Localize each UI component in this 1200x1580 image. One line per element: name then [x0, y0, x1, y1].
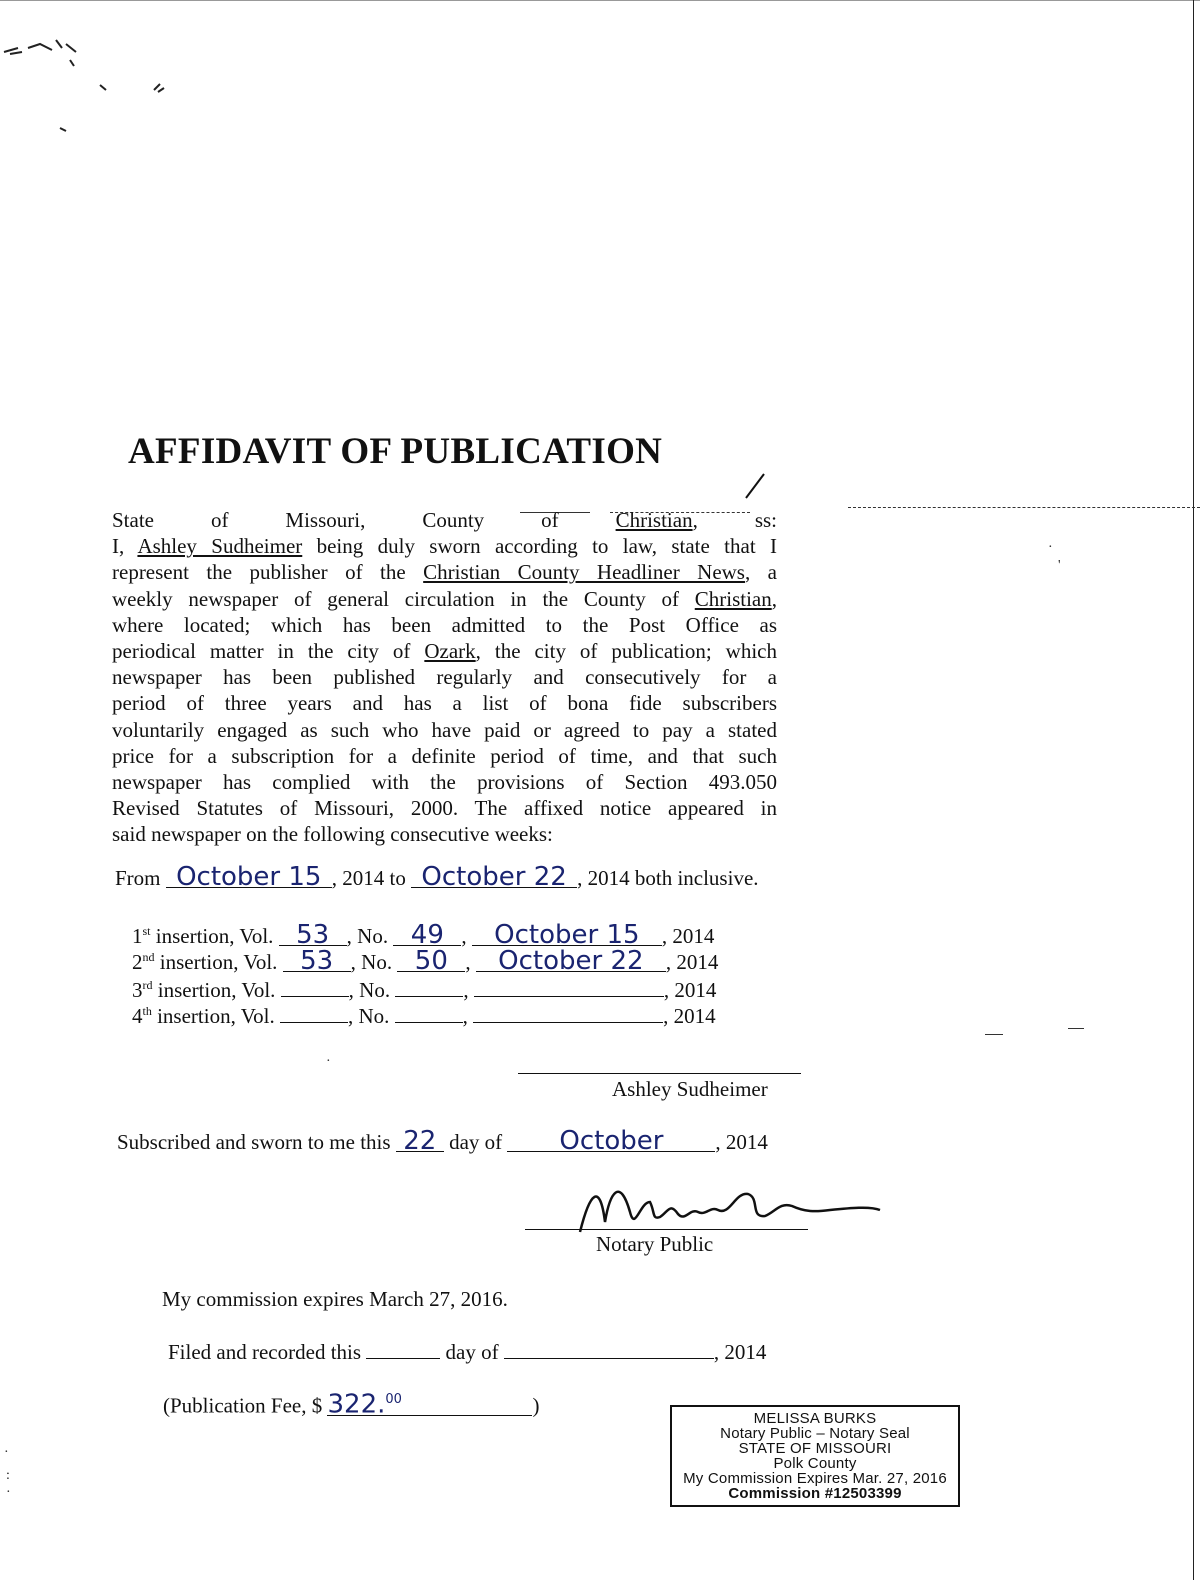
body-line: said newspaper on the following consecutive weeks:: [112, 822, 553, 847]
city-name: Ozark: [424, 639, 476, 664]
insertion-label: insertion, Vol.: [151, 1004, 280, 1028]
county-name: Christian: [694, 586, 772, 611]
number-label: , No.: [346, 924, 394, 948]
from-date: October 15: [166, 867, 332, 888]
body-line: [112, 559, 777, 585]
ordinal-suffix: th: [142, 1004, 152, 1018]
insertion-year: , 2014: [665, 950, 719, 974]
filed-prefix: Filed and recorded this: [168, 1340, 367, 1364]
number-label: , No.: [348, 1004, 395, 1028]
scan-speck: ': [1058, 558, 1061, 573]
body-line: voluntarily engaged as such who have paid or agreed to pay a stated: [112, 717, 777, 742]
insertion-number: 3: [132, 978, 143, 1002]
issue-number-value: [395, 976, 463, 997]
stamp-commission-number: Commission #12503399: [728, 1485, 902, 1502]
volume-value: [280, 1002, 348, 1023]
affidavit-body: [112, 507, 777, 848]
text-segment: I,: [112, 534, 138, 559]
scan-artifact: [150, 78, 170, 98]
sworn-year: , 2014: [715, 1130, 768, 1154]
insertion-date: [474, 976, 664, 997]
sworn-day: 22: [396, 1131, 444, 1152]
body-line: [112, 533, 777, 559]
to-date: October 22: [411, 867, 577, 888]
issue-number-value: [395, 1002, 463, 1023]
notary-seal-stamp: [670, 1405, 960, 1507]
volume-value: 53: [279, 925, 347, 946]
insertion-number: 4: [132, 1004, 143, 1028]
affiant-signature-name: Ashley Sudheimer: [612, 1077, 768, 1101]
text-segment: ,: [771, 586, 777, 611]
insertion-year: , 2014: [661, 924, 715, 948]
number-label: , No.: [350, 950, 398, 974]
body-line: price for a subscription for a definite period of time, and that such: [112, 743, 777, 768]
body-line: [112, 586, 777, 612]
scan-speck: ·: [4, 1445, 9, 1460]
fee-cents: 00: [385, 1392, 402, 1407]
text-segment: , ss:: [692, 508, 777, 532]
fee-amount-field: [327, 1389, 532, 1420]
scan-artifact: [0, 30, 110, 140]
stamp-title: Notary Public – Notary Seal: [720, 1425, 910, 1442]
scan-speck: ·: [6, 1485, 11, 1500]
ordinal-suffix: rd: [142, 978, 153, 992]
body-line: Revised Statutes of Missouri, 2000. The affixed notice appeared in: [112, 796, 777, 821]
insertion-label: insertion, Vol.: [152, 978, 281, 1002]
text-segment: , a: [744, 560, 778, 585]
insertion-number: 2: [132, 950, 143, 974]
scan-speck: ·: [326, 1054, 331, 1069]
fee-prefix: (Publication Fee, $: [163, 1393, 328, 1418]
period-end: , 2014 both inclusive.: [577, 866, 759, 890]
body-line: [112, 638, 777, 664]
scan-edge-top: [0, 0, 1200, 1]
issue-number-value: 50: [397, 951, 465, 972]
insertion-date: October 15: [472, 925, 662, 946]
sworn-mid: day of: [443, 1130, 508, 1154]
text-segment: weekly newspaper of general circulation in the County of: [112, 586, 695, 611]
issue-number-value: 49: [393, 925, 461, 946]
affiant-name: Ashley Sudheimer: [137, 534, 303, 559]
text-segment: periodical matter in the city of: [112, 639, 425, 664]
ordinal-suffix: st: [142, 924, 151, 938]
check-mark: [744, 472, 768, 500]
dash-mark: [848, 507, 1200, 509]
text-segment: being duly sworn according to law, state that I: [302, 534, 777, 559]
text-segment: represent the publisher of the: [112, 560, 424, 585]
from-label: From: [115, 866, 161, 890]
text-segment: State of Missouri, County of: [112, 508, 616, 532]
venue-line: [112, 507, 777, 533]
insertion-row: 1st insertion, Vol. 53 , No. 49 , October 15 , 2014: [132, 920, 715, 950]
sworn-month: October: [507, 1131, 715, 1152]
ordinal-suffix: nd: [142, 950, 155, 964]
scan-speck: ·: [1048, 540, 1053, 555]
insertion-date: [473, 1002, 663, 1023]
venue-county: Christian: [615, 508, 693, 532]
fee-amount: 322.: [327, 1389, 386, 1420]
stamp-county: Polk County: [773, 1455, 857, 1472]
sworn-line: [117, 1126, 768, 1156]
scan-edge-right: [1193, 0, 1194, 1580]
number-label: , No.: [348, 978, 396, 1002]
sworn-prefix: Subscribed and sworn to me this: [117, 1130, 396, 1154]
insertion-row: 2nd insertion, Vol. 53 , No. 50 , October 22 , 2014: [132, 946, 719, 976]
commission-expires: My commission expires March 27, 2016.: [162, 1287, 508, 1311]
filed-line: [168, 1338, 766, 1365]
insertion-row: 4th insertion, Vol. , No. , , 2014: [132, 1004, 716, 1028]
stamp-state: STATE OF MISSOURI: [738, 1440, 892, 1457]
filed-year: , 2014: [713, 1340, 767, 1364]
stamp-expiry: My Commission Expires Mar. 27, 2016: [683, 1470, 947, 1487]
body-line: newspaper has been published regularly and consecutively for a: [112, 665, 777, 690]
scan-speck: :: [6, 1468, 10, 1483]
insertion-date: October 22: [476, 951, 666, 972]
body-line: newspaper has complied with the provisions of Section 493.050: [112, 770, 777, 795]
insertion-year: , 2014: [663, 1004, 716, 1028]
affiant-signature-line: [518, 1073, 801, 1074]
notary-public-label: Notary Public: [596, 1232, 714, 1256]
publication-period: [115, 862, 759, 892]
volume-value: 53: [283, 951, 351, 972]
text-segment: , the city of publication; which: [475, 639, 777, 664]
filed-day-blank: [366, 1338, 440, 1359]
insertion-number: 1: [132, 924, 143, 948]
body-line: period of three years and has a list of bona fide subscribers: [112, 691, 777, 716]
stamp-name: MELISSA BURKS: [753, 1410, 877, 1427]
body-line: where located; which has been admitted to the Post Office as: [112, 612, 777, 637]
dash-mark: [985, 1034, 1003, 1035]
dash-mark: [1068, 1028, 1084, 1029]
insertion-label: insertion, Vol.: [154, 950, 283, 974]
fee-suffix: ): [532, 1393, 540, 1418]
insertion-year: , 2014: [663, 978, 717, 1002]
document-title: AFFIDAVIT OF PUBLICATION: [128, 431, 663, 472]
filed-month-blank: [504, 1338, 714, 1359]
insertion-label: insertion, Vol.: [150, 924, 279, 948]
insertion-row: 3rd insertion, Vol. , No. , , 2014: [132, 978, 717, 1002]
volume-value: [281, 976, 349, 997]
period-mid: , 2014 to: [331, 866, 406, 890]
filed-mid: day of: [440, 1340, 504, 1364]
newspaper-name: Christian County Headliner News: [423, 560, 745, 585]
publication-fee: [163, 1390, 539, 1419]
